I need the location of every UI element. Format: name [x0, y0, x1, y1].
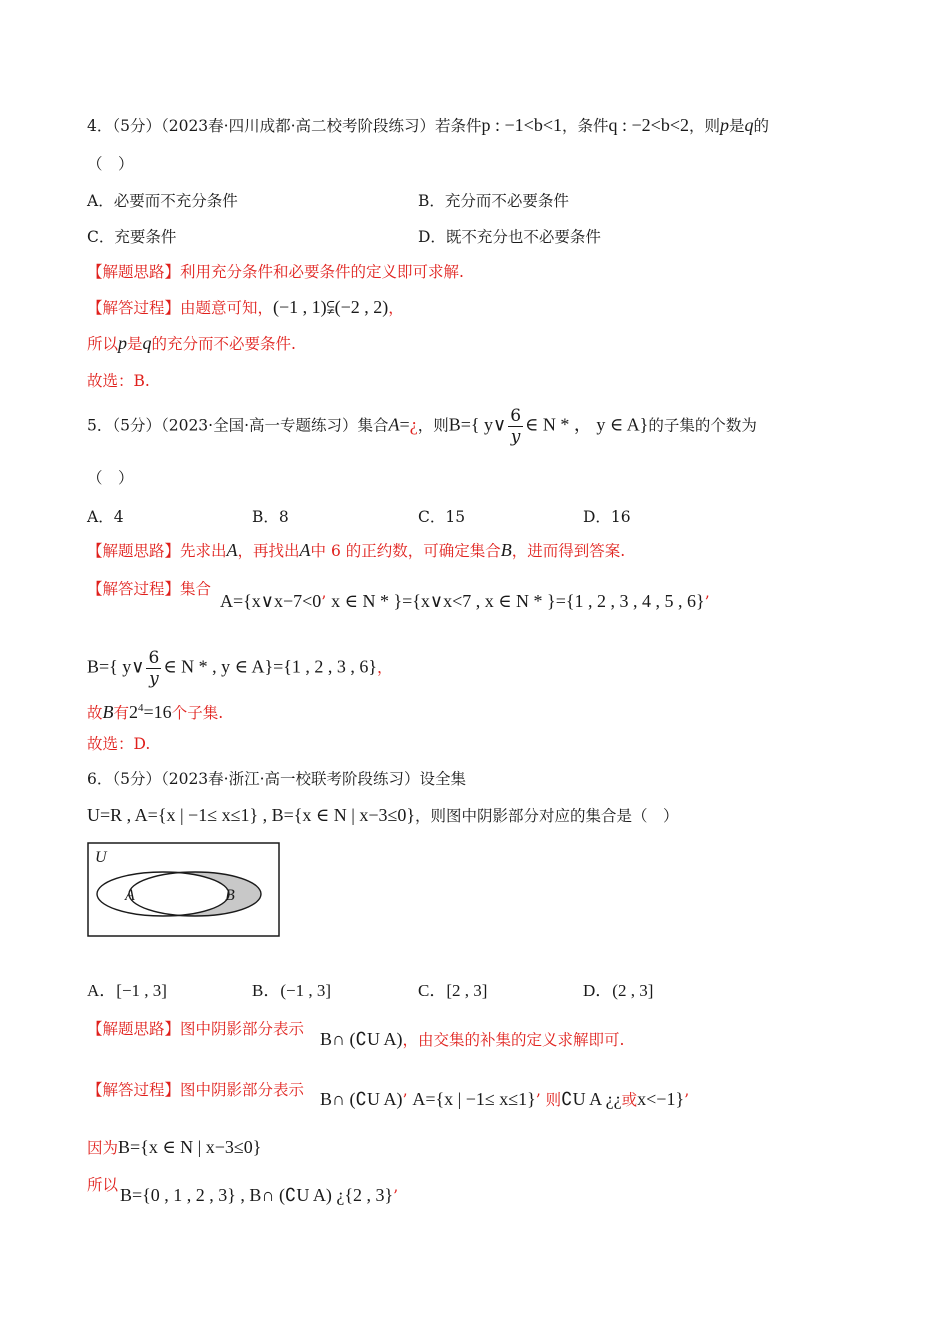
q5-count-end: 个子集.: [171, 704, 224, 722]
q5-idea-4: ，进而得到答案.: [511, 542, 626, 560]
q5-idea-a2: A: [299, 540, 311, 560]
q6-sets-line: [87, 804, 679, 827]
q5-proc-comma: ’: [704, 593, 710, 611]
q4-stem-line: [87, 114, 769, 137]
q4-so-is: 是: [127, 335, 143, 353]
q5-option-b: B．8: [252, 508, 289, 526]
q4-option-a: A．必要而不充分条件: [87, 192, 238, 210]
q6-proc-1: 图中阴影部分表示: [180, 1081, 305, 1099]
q6-proc-math2: A={x | −1≤ x≤1}: [412, 1089, 536, 1109]
q5-stem: 5．（5分）（2023·全国·高一专题练习）集合: [87, 416, 389, 435]
q6-proc-math-line: [320, 1088, 689, 1111]
q4-tail2: 的: [753, 117, 770, 135]
q4-mid: ，条件: [562, 117, 609, 135]
q5-idea-1: 先求出: [180, 542, 227, 560]
q5-idea-3: 中 6 的正约数，可确定集合: [310, 542, 501, 560]
q5-proc-math2: x ∈ N * }={x∨x<7 , x ∈ N * }={1 , 2 , 3 , 4 , 5 , 6}: [331, 591, 705, 611]
q4-proc-math: (−1 , 1)⫋(−2 , 2): [273, 297, 389, 317]
q6-option-c: C．[2 , 3]: [418, 981, 488, 1000]
q6-idea: [87, 1018, 304, 1040]
q6-proc-or: 或: [621, 1091, 638, 1109]
q5-idea: [87, 539, 625, 562]
q4-paren: （ ）: [87, 155, 134, 173]
q6-idea-1: 图中阴影部分表示: [180, 1020, 305, 1038]
q6-because: [87, 1136, 261, 1159]
q4-so-text: 所以: [87, 335, 119, 353]
q5-setb-post: ∈ N * ， y ∈ A}: [525, 414, 649, 435]
q5-fraction: [508, 406, 523, 447]
q5-proc-math-line: [220, 590, 710, 613]
q5-then: ，则: [417, 416, 449, 435]
q4-option-c: C．充要条件: [87, 228, 177, 246]
q4-process: [87, 296, 404, 319]
q4-is: 是: [729, 117, 745, 135]
q5-proc-label: 【解答过程】: [87, 580, 181, 598]
q4-idea-text: 利用充分条件和必要条件的定义即可求解.: [180, 263, 464, 281]
q5-proc-quote: ’: [321, 593, 327, 611]
q4-cond-p: p : −1<b<1: [481, 115, 562, 135]
q5-setb-pre: B={ y∨: [448, 414, 507, 435]
q4-tail1: ，则: [688, 117, 720, 135]
venn-label-a: A: [125, 887, 135, 904]
q5-count: [87, 697, 223, 724]
venn-diagram: [87, 842, 281, 938]
q5-count-b: B: [102, 702, 114, 722]
q6-idea-2: ，由交集的补集的定义求解即可.: [402, 1031, 625, 1049]
q5-frac-den: y: [510, 427, 521, 447]
q4-cond-q: q : −2<b<2: [608, 115, 689, 135]
q6-proc-c3: ’: [684, 1091, 690, 1109]
q4-proc-end: ，: [388, 299, 404, 317]
venn-label-u: U: [95, 849, 107, 866]
q5-option-a: A．4: [87, 508, 124, 526]
q6-so-end: ’: [393, 1187, 399, 1205]
q6-proc-math4: x<−1}: [637, 1089, 685, 1109]
q5-idea-b: B: [500, 540, 512, 560]
q5-idea-a1: A: [226, 540, 238, 560]
q4-so-q: q: [142, 333, 152, 353]
q5-proc-math: A={x∨x−7<0: [220, 591, 322, 611]
q5-line2-pre: B={ y∨: [87, 656, 145, 677]
q4-so-p: p: [118, 333, 128, 353]
q5-line2-den: y: [149, 669, 159, 689]
q6-proc-math3: ∁U A ¿¿: [561, 1089, 622, 1109]
q5-line2-num: 6: [148, 648, 160, 668]
q4-so: [87, 332, 296, 355]
q5-set-a: A=¿: [388, 414, 418, 435]
q5-option-c: C．15: [418, 508, 466, 526]
q4-p: p: [720, 115, 729, 135]
q5-frac-num: 6: [510, 406, 522, 426]
q4-option-d: D．既不充分也不必要条件: [418, 228, 601, 246]
q6-proc-c2: ’: [535, 1091, 541, 1109]
q5-tail: 的子集的个数为: [648, 416, 757, 435]
q6-stem: 6．（5分）（2023春·浙江·高一校联考阶段练习）设全集: [87, 770, 467, 788]
q6-so-math: B={0 , 1 , 2 , 3} , B∩ (∁U A) ¿{2 , 3}: [120, 1185, 394, 1205]
q4-answer: 故选：B.: [87, 372, 150, 390]
q4-so-end: 的充分而不必要条件.: [151, 335, 296, 353]
q6-proc: [87, 1079, 304, 1101]
q4-proc-text: 由题意可知，: [180, 299, 274, 317]
q6-option-d: D．(2 , 3]: [583, 981, 654, 1000]
q4-proc-label: 【解答过程】: [87, 299, 181, 317]
q4-q: q: [744, 115, 754, 135]
q5-setb-line: [87, 648, 393, 689]
q6-so-label: 所以: [87, 1176, 119, 1194]
q6-because-text: 因为: [87, 1139, 119, 1157]
q4-idea: [87, 261, 464, 283]
q5-line2-end: ，: [377, 658, 393, 677]
q6-option-a: A．[−1 , 3]: [87, 981, 167, 1000]
q5-count-have: 有: [113, 704, 130, 722]
venn-label-b: B: [225, 887, 235, 904]
q6-because-math: B={x ∈ N | x−3≤0}: [118, 1137, 262, 1157]
q5-stem-line: [87, 406, 757, 447]
q6-proc-label: 【解答过程】: [87, 1081, 181, 1099]
q4-option-b: B．充分而不必要条件: [418, 192, 569, 210]
q5-count-base: 2: [129, 702, 139, 722]
q6-option-b: B．(−1 , 3]: [252, 981, 331, 1000]
q5-count-pre: 故: [87, 704, 103, 722]
q5-answer: 故选：D.: [87, 735, 151, 753]
q5-idea-2: ，再找出: [237, 542, 300, 560]
q5-line2-fraction: [146, 648, 161, 689]
q5-proc-text: 集合: [180, 580, 212, 598]
q6-idea-label: 【解题思路】: [87, 1020, 181, 1038]
q4-stem: 4．（5分）（2023春·四川成都·高二校考阶段练习）若条件: [87, 117, 482, 135]
q6-sets: U=R , A={x | −1≤ x≤1} , B={x ∈ N | x−3≤0}: [87, 805, 415, 825]
q4-idea-label: 【解题思路】: [87, 263, 181, 281]
q5-idea-label: 【解题思路】: [87, 542, 181, 560]
q5-option-d: D．16: [583, 508, 631, 526]
q5-paren: （ ）: [87, 469, 134, 487]
q6-so-line: [120, 1184, 398, 1207]
q5-count-exp: 4: [138, 702, 144, 714]
q6-idea-math: B∩ (∁U A): [320, 1029, 403, 1049]
q6-tail: ，则图中阴影部分对应的集合是（ ）: [415, 807, 679, 825]
q5-proc-label-line: [87, 578, 211, 600]
q6-proc-math1: B∩ (∁U A): [320, 1089, 403, 1109]
q6-proc-then: 则: [545, 1091, 562, 1109]
q5-count-eq: =16: [143, 702, 172, 722]
q6-idea-math-line: [320, 1028, 624, 1051]
q6-proc-c1: ’: [402, 1091, 408, 1109]
q5-line2-post: ∈ N * , y ∈ A}={1 , 2 , 3 , 6}: [163, 656, 378, 677]
